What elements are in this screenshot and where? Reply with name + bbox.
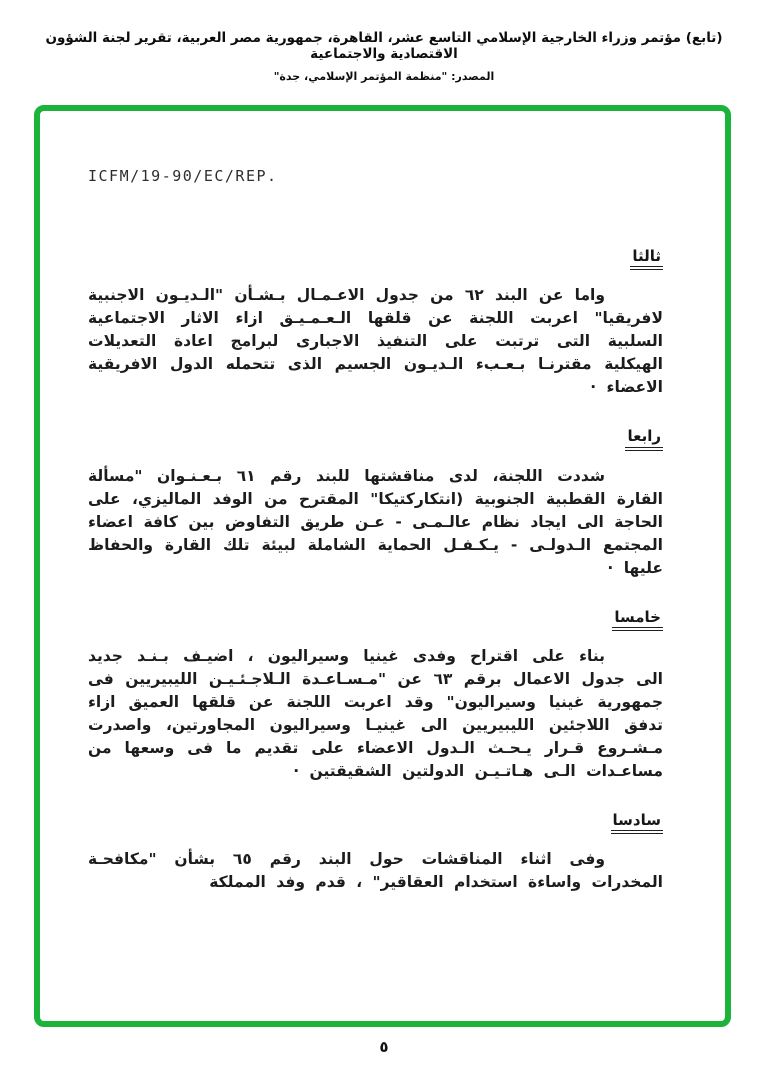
header-source: المصدر: "منظمة المؤتمر الإسلامي، جدة" — [273, 70, 495, 83]
section-heading-sixth-label: سادسا — [611, 812, 663, 834]
document-body — [40, 111, 725, 1021]
section-heading-fifth — [88, 608, 663, 631]
page-number: ٥ — [379, 1038, 389, 1056]
section-heading-third — [88, 247, 663, 270]
section-heading-fourth — [88, 427, 663, 450]
reference-code: ICFM/19-90/EC/REP. — [88, 167, 278, 185]
section-paragraph-fourth: شددت اللجنة، لدى مناقشتها للبند رقم ٦١ بـعـنـوان "مسألة القارة القطبية الجنوبية (انتكاركتيكا" المقترح من الوفد الماليزي، على الحاجة الى ايجاد نظام عالـمـى - عـن طريق التفاوض بين كافة اعضاء المجتمع الـدولـى - يـكـفـل الحماية الشاملة لبيئة تلك القارة والحفاظ عليها · — [88, 466, 663, 577]
section-paragraph-fifth: بناء على اقتراح وفدى غينيا وسيراليون ، اضيـف بـنـد جديد الى جدول الاعمال برقم ٦٣ عن "مـسـاعـدة الـلاجـئـيـن الليبيريين فى جمهورية غينيا وسيراليون" وقد اعربت اللجنة عن قلقها العميق ازاء تدفق اللاجئين الليبيريين الى غينيـا وسيراليون المجاورتين، واصدرت مـشـروع قـرار يـحـث الـدول الاعضاء على تقديم ما فى وسعها من مساعـدات الـى هـاتـيـن الدولتين الشقيقتين · — [88, 646, 663, 780]
section-heading-sixth — [88, 811, 663, 834]
document-header — [0, 30, 768, 83]
green-border-frame — [34, 105, 731, 1027]
section-heading-fifth-label: خامسا — [612, 609, 663, 631]
header-title: (تابع) مؤتمر وزراء الخارجية الإسلامي التاسع عشر، القاهرة، جمهورية مصر العربية، تقرير لجنة الشؤون الاقتصادية والاجتماعية — [45, 30, 723, 62]
section-heading-third-label: ثالثا — [630, 248, 663, 270]
section-heading-fourth-label: رابعا — [625, 428, 663, 450]
section-paragraph-third: واما عن البند ٦٢ من جدول الاعـمـال بـشـأن "الـديـون الاجنبية لافريقيا" اعربت اللجنة عن قلقها الـعـمـيـق ازاء الاثار الاجتماعية السلبية التى ترتبت على التنفيذ الاجبارى لبرامج اعادة التعديلات الهيكلية مقترنـا بـعـبء الـديـون الجسيم الذى تتحمله الدول الافريقية الاعضاء · — [88, 286, 663, 397]
section-paragraph-sixth: وفى اثناء المناقشات حول البند رقم ٦٥ بشأن "مكافحـة المخدرات واساءة استخدام العقاقير" ، قدم وفد المملكة — [88, 850, 663, 891]
